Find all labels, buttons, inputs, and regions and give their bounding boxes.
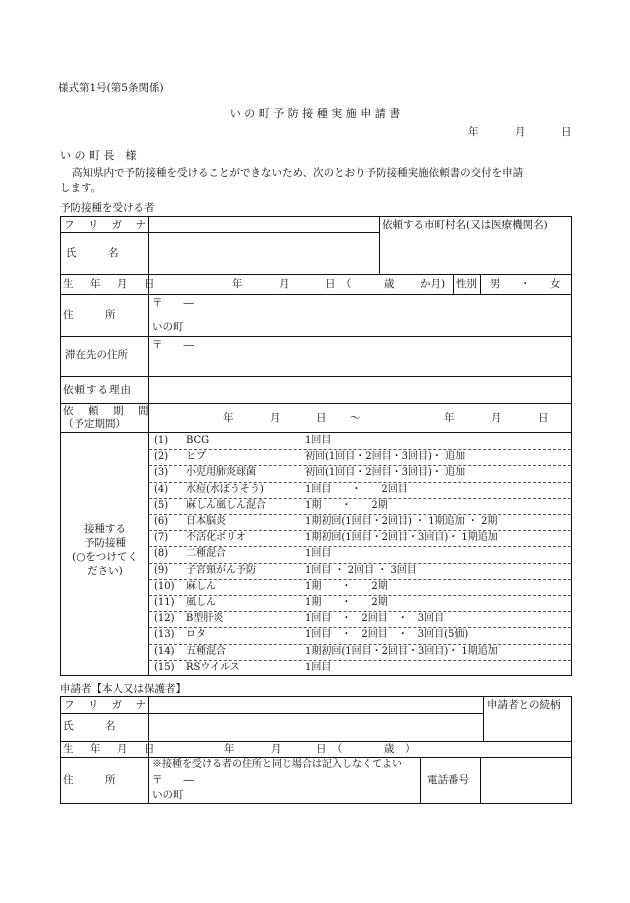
vaccine-name: ヒブ	[186, 451, 206, 463]
vaccine-name: 風しん	[186, 597, 216, 608]
stay-postal-mark: 〒 ―	[152, 339, 194, 351]
applicant-birth-year: 年	[224, 743, 235, 755]
vaccine-number: (11)	[154, 597, 175, 608]
addressee: い の 町 長 様	[60, 149, 137, 162]
birth-age: 歳	[384, 278, 395, 290]
vaccine-row[interactable]	[149, 563, 571, 579]
vaccine-number: (10)	[154, 580, 175, 592]
vaccine-row[interactable]	[149, 514, 571, 530]
vaccine-number: (6)	[154, 516, 169, 527]
vaccine-doses: 1回目	[305, 548, 332, 560]
vaccine-number: (5)	[154, 499, 169, 511]
birth-year: 年	[232, 278, 243, 290]
date-month: 月	[515, 126, 526, 138]
postal-mark: 〒 ―	[152, 297, 194, 309]
period-start-year: 年	[223, 412, 234, 424]
period-tilde: ～	[350, 412, 361, 424]
date-day: 日	[561, 126, 572, 138]
vaccine-number: (13)	[154, 629, 175, 641]
applicant-address-label: 住 所	[63, 774, 116, 786]
intro-line-2: します。	[60, 182, 102, 194]
vaccine-number: (9)	[154, 564, 169, 576]
vaccine-doses: 初回(1回目・2回目・3回目)・ 追加	[305, 451, 466, 463]
applicant-birth-age: 歳 ）	[384, 743, 416, 755]
phone-field[interactable]	[482, 759, 570, 802]
applicant-birth-month: 月	[271, 743, 282, 755]
vaccine-row[interactable]	[149, 465, 571, 481]
vaccine-row[interactable]	[149, 482, 571, 498]
vaccine-number: (3)	[154, 467, 169, 479]
period-end-year: 年	[444, 412, 455, 424]
reason-label: 依頼する理由	[63, 384, 132, 396]
vaccine-doses: 1回目	[305, 435, 332, 446]
vaccine-name: 日本脳炎	[186, 516, 226, 527]
period-start-month: 月	[270, 412, 281, 424]
vaccine-row[interactable]	[149, 627, 571, 643]
birth-months: か月)	[420, 278, 446, 290]
date-year: 年	[468, 126, 479, 138]
vaccine-doses: 1回目	[305, 661, 332, 673]
vaccine-number: (1)	[154, 435, 169, 446]
birth-month: 月	[279, 278, 290, 290]
vaccine-doses: 1回目 ・ 2回目 ・ 3回目(5価)	[305, 629, 469, 641]
vaccine-name: 不活化ポリオ	[186, 532, 246, 544]
applicant-birth-label: 生 年 月 日	[63, 743, 158, 755]
vaccine-name: 麻しん風しん混合	[186, 499, 266, 511]
period-sub-label: （予定期間）	[63, 418, 126, 430]
vaccine-name: B型肝炎	[186, 613, 224, 625]
vaccine-row[interactable]	[149, 433, 571, 449]
vaccine-name: BCG	[186, 435, 210, 446]
intro-line-1: 高知県内で予防接種を受けることができないため、次のとおり予防接種実施依頼書の交付を申請	[72, 167, 524, 179]
vaccine-name: 麻しん	[186, 580, 216, 592]
vaccine-doses: 1期初回(1回目・2回目) ・ 1期追加 ・ 2期	[305, 516, 498, 527]
form-number: 様式第1号(第5条関係)	[58, 82, 164, 94]
request-city-label: 依頼する市町村名(又は医療機関名)	[382, 219, 548, 231]
vaccine-label-3: (○をつけてく	[72, 551, 138, 563]
applicant-town: いの町	[152, 789, 184, 801]
vaccine-number: (12)	[154, 613, 175, 625]
vaccine-doses: 1期初回(1回目・2回目・3回目)・ 1期追加	[305, 532, 498, 544]
address-note: ※接種を受ける者の住所と同じ場合は記入しなくてよい	[152, 759, 402, 770]
vaccine-label-4: ださい)	[87, 565, 123, 577]
applicant-postal-mark: 〒 ―	[152, 774, 194, 786]
phone-label: 電話番号	[427, 774, 469, 786]
gender-female[interactable]: 女	[550, 278, 561, 290]
period-end-day: 日	[538, 412, 549, 424]
vaccine-doses: 1回目 ・ 2回目 ・ 3回目	[305, 613, 445, 625]
applicant-birth-day: 日 （	[316, 743, 343, 755]
vaccine-row[interactable]	[149, 498, 571, 514]
vaccine-label-2: 予防接種	[84, 537, 126, 549]
page-title: い の 町 予 防 接 種 実 施 申 請 書	[229, 107, 401, 120]
vaccine-row[interactable]	[149, 579, 571, 595]
vaccine-number: (4)	[154, 483, 169, 495]
gender-label: 性別	[456, 278, 477, 290]
town-name: いの町	[152, 321, 184, 333]
reason-field[interactable]	[150, 378, 570, 402]
vaccine-doses: 1期 ・ 2期	[305, 597, 388, 608]
vaccine-doses: 1期 ・ 2期	[305, 499, 388, 511]
vaccine-name: 小児用肺炎球菌	[186, 467, 256, 479]
section2-title: 申請者【本人又は保護者】	[60, 683, 186, 695]
vaccine-row[interactable]	[149, 449, 571, 465]
applicant-name-field[interactable]	[150, 715, 481, 739]
vaccine-doses: 1回目 ・ 2回目	[305, 483, 408, 495]
vaccine-doses: 1回目 ・ 2回目 ・ 3回目	[305, 564, 417, 576]
furigana-label: フ リ ガ ナ	[64, 219, 152, 231]
vaccine-label-1: 接種する	[84, 523, 126, 535]
vaccine-doses: 1期 ・ 2期	[305, 580, 388, 592]
applicant-name-label: 氏 名	[63, 720, 116, 732]
vaccine-row[interactable]	[149, 530, 571, 546]
recipient-name-field[interactable]	[150, 234, 377, 272]
vaccine-row[interactable]	[149, 660, 571, 676]
period-start-day: 日	[316, 412, 327, 424]
period-label: 依 頼 期 間	[63, 405, 151, 417]
gender-male[interactable]: 男	[490, 278, 501, 290]
vaccine-name: ロタ	[186, 629, 206, 641]
address-label: 住 所	[63, 309, 116, 321]
vaccine-row[interactable]	[149, 546, 571, 562]
applicant-furigana-label: フ リ ガ ナ	[64, 699, 152, 711]
vaccine-name: 子宮頸がん予防	[186, 564, 256, 576]
vaccine-number: (2)	[154, 451, 169, 463]
relation-field[interactable]	[485, 715, 570, 739]
birth-day: 日 （	[325, 278, 352, 290]
stay-address-label: 滞在先の住所	[65, 349, 128, 361]
vaccine-doses: 1期初回(1回目・2回目・3回目)・ 1期追加	[305, 645, 498, 657]
vaccine-name: RSウイルス	[186, 661, 240, 673]
relation-label: 申請者との続柄	[487, 699, 561, 711]
name-label: 氏 名	[66, 247, 119, 259]
vaccine-name: 二種混合	[186, 548, 226, 560]
vaccine-row[interactable]	[149, 644, 571, 660]
vaccine-number: (8)	[154, 548, 169, 560]
gender-separator: ・	[520, 278, 531, 290]
vaccine-row[interactable]	[149, 595, 571, 611]
vaccine-name: 五種混合	[186, 645, 226, 657]
request-city-field[interactable]	[381, 234, 570, 272]
vaccine-row[interactable]	[149, 611, 571, 627]
vaccine-number: (14)	[154, 645, 175, 657]
birth-label: 生 年 月 日	[63, 278, 158, 290]
vaccine-name: 水痘(水ぼうそう)	[186, 483, 264, 495]
vaccine-number: (15)	[154, 661, 175, 673]
vaccine-number: (7)	[154, 532, 169, 544]
vaccine-doses: 初回(1回目・2回目・3回目)・ 追加	[305, 467, 466, 479]
section1-title: 予防接種を受ける者	[60, 202, 155, 214]
period-end-month: 月	[491, 412, 502, 424]
